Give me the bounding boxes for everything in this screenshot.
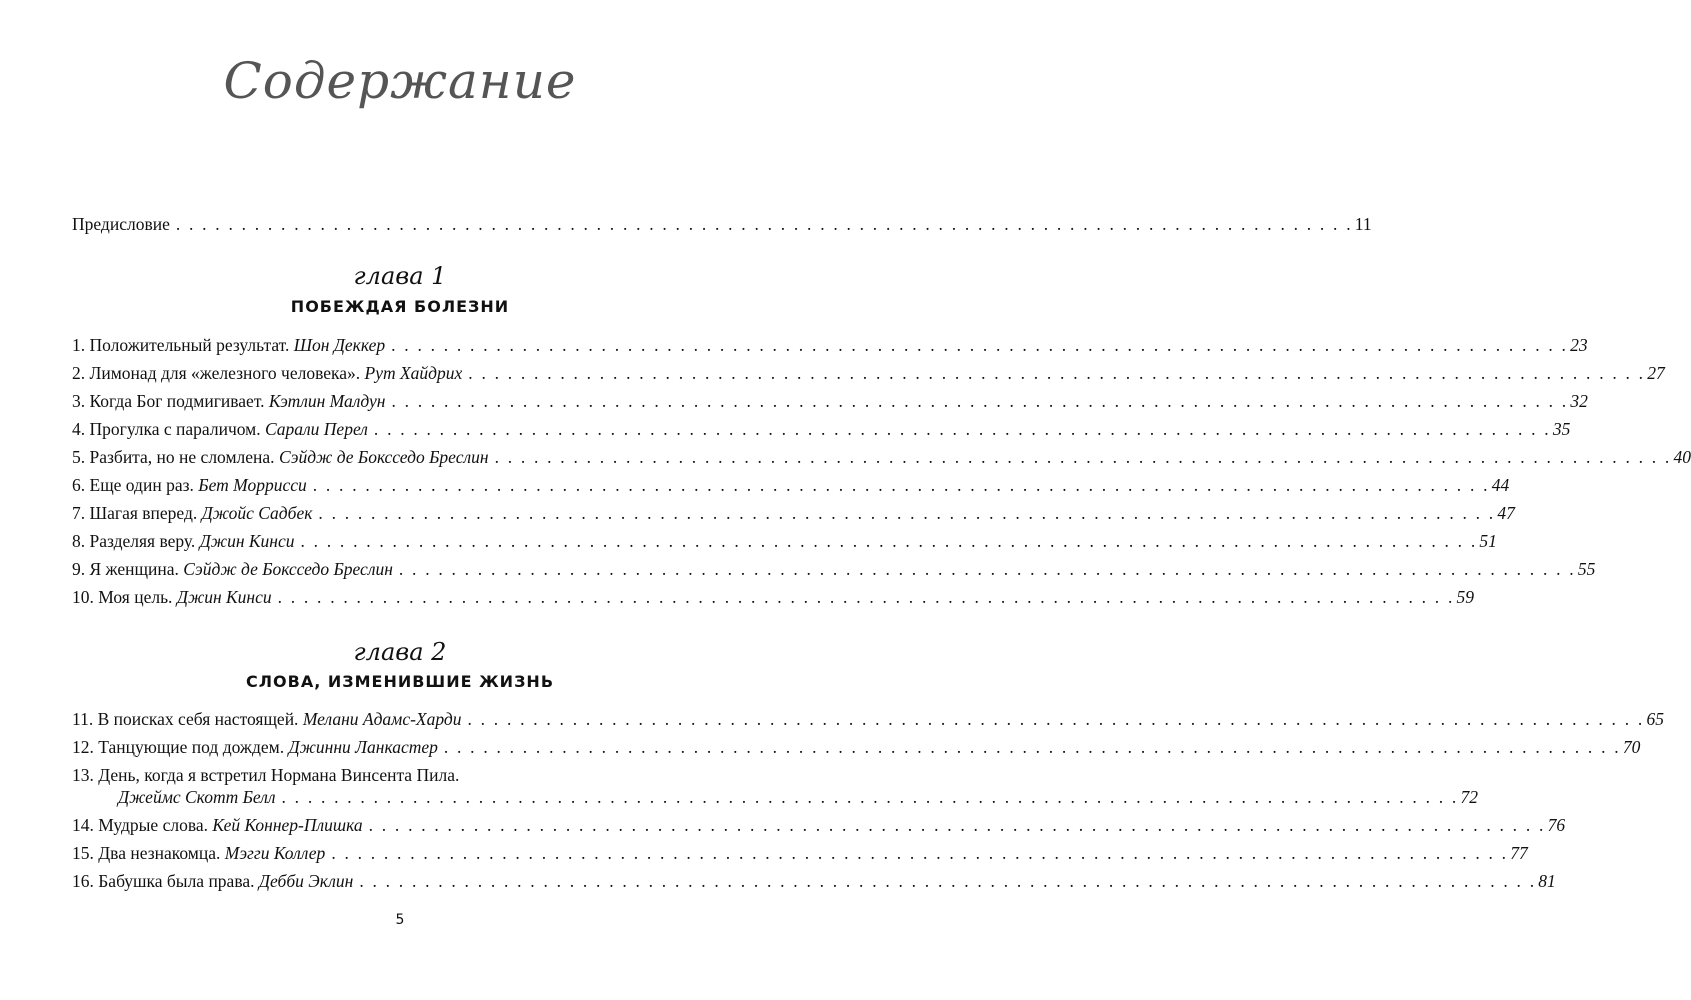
leader-dots: . . . . . . . . . . . . . . . . . . . . . . . . . . . . . . . . . . . . . . . . . . . . . . . . . . . . . . . . . . . . . . . . . . . . . . . . . . . . . . . . . . . . . . . . . .: [373, 419, 1551, 439]
toc-entry: [72, 528, 1497, 554]
chapter-heading: СЛОВА, ИЗМЕНИВШИЕ ЖИЗНЬ: [245, 672, 555, 691]
toc-entry-author: Кэтлин Малдун: [268, 391, 386, 411]
toc-entry-title: 10. Моя цель.: [72, 587, 173, 607]
toc-entry: [72, 784, 1478, 810]
toc-entry: [72, 584, 1475, 610]
toc-entry-author: Джинни Ланкастер: [288, 737, 438, 757]
leader-dots: . . . . . . . . . . . . . . . . . . . . . . . . . . . . . . . . . . . . . . . . . . . . . . . . . . . . . . . . . . . . . . . . . . . . . . . . . . . . . . . . . . . . . . . . . .: [359, 871, 1537, 891]
leader-dots: . . . . . . . . . . . . . . . . . . . . . . . . . . . . . . . . . . . . . . . . . . . . . . . . . . . . . . . . . . . . . . . . . . . . . . . . . . . . . . . . . . . . . . . . . .: [467, 709, 1645, 729]
toc-entry-title: 6. Еще один раз.: [72, 475, 194, 495]
toc-entry-page: 11: [1354, 214, 1372, 234]
toc-entry: [72, 840, 1528, 866]
toc-entry: [72, 360, 1665, 386]
leader-dots: . . . . . . . . . . . . . . . . . . . . . . . . . . . . . . . . . . . . . . . . . . . . . . . . . . . . . . . . . . . . . . . . . . . . . . . . . . . . . . . . . . . . . . . . . .: [175, 214, 1353, 234]
toc-entry-title: 7. Шагая вперед.: [72, 503, 198, 523]
toc-entry: [72, 332, 1588, 358]
toc-entry-title: 15. Два незнакомца.: [72, 843, 221, 863]
toc-entry-page: 47: [1497, 503, 1515, 523]
toc-entry: [72, 706, 1664, 732]
toc-entry-title: 8. Разделяя веру.: [72, 531, 196, 551]
toc-entry-page: 81: [1538, 871, 1556, 891]
toc-entry-author: Джин Кинси: [199, 531, 295, 551]
toc-entry-title: 11. В поисках себя настоящей.: [72, 709, 299, 729]
leader-dots: . . . . . . . . . . . . . . . . . . . . . . . . . . . . . . . . . . . . . . . . . . . . . . . . . . . . . . . . . . . . . . . . . . . . . . . . . . . . . . . . . . . . . . . . . .: [494, 447, 1672, 467]
toc-entry-author: Бет Моррисси: [198, 475, 307, 495]
toc-entry-title: 14. Мудрые слова.: [72, 815, 209, 835]
toc-entry-author: Сэйдж де Боксседо Бреслин: [278, 447, 489, 467]
toc-entry-title: 12. Танцующие под дождем.: [72, 737, 285, 757]
toc-entry-title: 16. Бабушка была права.: [72, 871, 255, 891]
toc-entry-author: Шон Деккер: [293, 335, 386, 355]
toc-entry-page: 65: [1646, 709, 1664, 729]
toc-entry-author: Джеймс Скотт Белл: [118, 787, 276, 807]
toc-entry-page: 32: [1570, 391, 1588, 411]
toc-entry: [72, 388, 1588, 414]
toc-entry-author: Кей Коннер-Плишка: [212, 815, 363, 835]
toc-entry-page: 70: [1622, 737, 1641, 757]
leader-dots: . . . . . . . . . . . . . . . . . . . . . . . . . . . . . . . . . . . . . . . . . . . . . . . . . . . . . . . . . . . . . . . . . . . . . . . . . . . . . . . . . . . . . . . . . .: [443, 737, 1621, 757]
toc-entry-page: 51: [1479, 531, 1497, 551]
leader-dots: . . . . . . . . . . . . . . . . . . . . . . . . . . . . . . . . . . . . . . . . . . . . . . . . . . . . . . . . . . . . . . . . . . . . . . . . . . . . . . . . . . . . . . . . . .: [300, 531, 1478, 551]
toc-entry-title: Предисловие: [72, 214, 170, 234]
toc-entry-author: Мелани Адамс-Харди: [302, 709, 462, 729]
toc-entry-title: 5. Разбита, но не сломлена.: [72, 447, 275, 467]
leader-dots: . . . . . . . . . . . . . . . . . . . . . . . . . . . . . . . . . . . . . . . . . . . . . . . . . . . . . . . . . . . . . . . . . . . . . . . . . . . . . . . . . . . . . . . . . .: [277, 587, 1455, 607]
toc-entry: [72, 868, 1556, 894]
toc-entry-page: 72: [1460, 787, 1478, 807]
toc-entry-author: Джин Кинси: [176, 587, 272, 607]
chapter-label: глава 2: [353, 638, 447, 666]
toc-entry-author: Рут Хайдрих: [364, 363, 463, 383]
toc-entry-page: 59: [1456, 587, 1475, 607]
chapter-heading: ПОБЕЖДАЯ БОЛЕЗНИ: [290, 297, 510, 316]
toc-entry-page: 76: [1547, 815, 1566, 835]
toc-entry-author: Сэйдж де Боксседо Бреслин: [183, 559, 393, 579]
toc-entry-author: Дебби Эклин: [258, 871, 354, 891]
toc-entry-page: 55: [1577, 559, 1596, 579]
chapter-label: глава 1: [353, 262, 447, 290]
page-title: Содержание: [223, 52, 577, 110]
toc-entry-title: 13. День, когда я встретил Нормана Винсента Пила.: [72, 765, 460, 785]
toc-entry-page: 27: [1647, 363, 1665, 383]
toc-entry: [72, 500, 1515, 526]
toc-entry-author: Джойс Садбек: [201, 503, 313, 523]
leader-dots: . . . . . . . . . . . . . . . . . . . . . . . . . . . . . . . . . . . . . . . . . . . . . . . . . . . . . . . . . . . . . . . . . . . . . . . . . . . . . . . . . . . . . . . . . .: [281, 787, 1459, 807]
leader-dots: . . . . . . . . . . . . . . . . . . . . . . . . . . . . . . . . . . . . . . . . . . . . . . . . . . . . . . . . . . . . . . . . . . . . . . . . . . . . . . . . . . . . . . . . . .: [318, 503, 1496, 523]
toc-entry-title: 3. Когда Бог подмигивает.: [72, 391, 265, 411]
toc-entry-preface: [72, 211, 1372, 237]
toc-entry: [72, 812, 1566, 838]
toc-entry-page: 40: [1673, 447, 1691, 467]
leader-dots: . . . . . . . . . . . . . . . . . . . . . . . . . . . . . . . . . . . . . . . . . . . . . . . . . . . . . . . . . . . . . . . . . . . . . . . . . . . . . . . . . . . . . . . . . .: [391, 335, 1569, 355]
toc-entry-title: 2. Лимонад для «железного человека».: [72, 363, 361, 383]
toc-entry-page: 77: [1510, 843, 1528, 863]
leader-dots: . . . . . . . . . . . . . . . . . . . . . . . . . . . . . . . . . . . . . . . . . . . . . . . . . . . . . . . . . . . . . . . . . . . . . . . . . . . . . . . . . . . . . . . . . .: [468, 363, 1646, 383]
toc-entry-title: 9. Я женщина.: [72, 559, 179, 579]
leader-dots: . . . . . . . . . . . . . . . . . . . . . . . . . . . . . . . . . . . . . . . . . . . . . . . . . . . . . . . . . . . . . . . . . . . . . . . . . . . . . . . . . . . . . . . . . .: [398, 559, 1576, 579]
toc-entry-page: 44: [1491, 475, 1510, 495]
toc-entry: [72, 416, 1571, 442]
toc-entry-author: Мэгги Коллер: [224, 843, 326, 863]
toc-entry: [72, 556, 1596, 582]
toc-entry-page: 35: [1552, 419, 1571, 439]
leader-dots: . . . . . . . . . . . . . . . . . . . . . . . . . . . . . . . . . . . . . . . . . . . . . . . . . . . . . . . . . . . . . . . . . . . . . . . . . . . . . . . . . . . . . . . . . .: [368, 815, 1546, 835]
page-number: 5: [395, 912, 405, 928]
toc-entry: [72, 444, 1691, 470]
leader-dots: . . . . . . . . . . . . . . . . . . . . . . . . . . . . . . . . . . . . . . . . . . . . . . . . . . . . . . . . . . . . . . . . . . . . . . . . . . . . . . . . . . . . . . . . . .: [331, 843, 1509, 863]
toc-entry: [72, 472, 1510, 498]
toc-entry-title: 4. Прогулка с параличом.: [72, 419, 261, 439]
leader-dots: . . . . . . . . . . . . . . . . . . . . . . . . . . . . . . . . . . . . . . . . . . . . . . . . . . . . . . . . . . . . . . . . . . . . . . . . . . . . . . . . . . . . . . . . . .: [391, 391, 1569, 411]
toc-entry-page: 23: [1570, 335, 1588, 355]
toc-entry: [72, 734, 1641, 760]
toc-entry-author: Сарали Перел: [265, 419, 368, 439]
toc-entry-title: 1. Положительный результат.: [72, 335, 290, 355]
leader-dots: . . . . . . . . . . . . . . . . . . . . . . . . . . . . . . . . . . . . . . . . . . . . . . . . . . . . . . . . . . . . . . . . . . . . . . . . . . . . . . . . . . . . . . . . . .: [312, 475, 1490, 495]
